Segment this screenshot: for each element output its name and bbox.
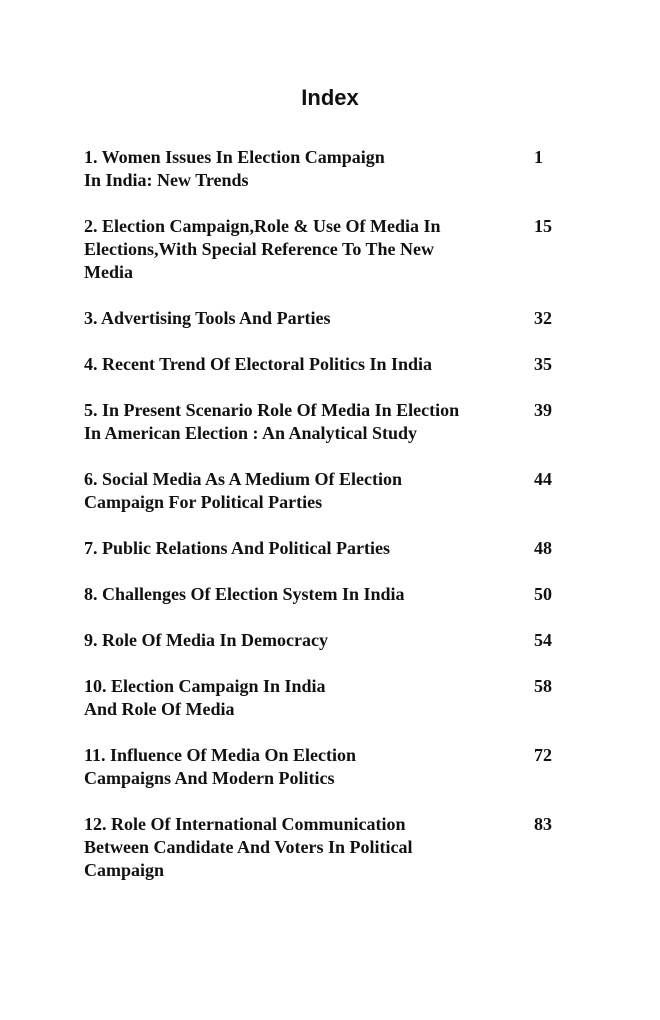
toc-entry-title-line: 4. Recent Trend Of Electoral Politics In India [84,354,432,374]
toc-entry-page-number: 35 [534,354,552,374]
page-title: Index [301,85,359,110]
toc-entry-title-line: 11. Influence Of Media On Election [84,745,356,765]
toc-entry-title-line: 3. Advertising Tools And Parties [84,308,331,328]
toc-entry [84,744,564,790]
toc-entry-title-line: 2. Election Campaign,Role & Use Of Media In [84,216,441,236]
toc-entry-title [84,675,524,721]
toc-entry-title [84,537,524,560]
toc-entry-title-line: 9. Role Of Media In Democracy [84,630,328,650]
toc-entry-page-number: 54 [534,630,552,650]
toc-entry [84,353,564,376]
toc-entry-page-number: 72 [534,745,552,765]
toc-entry [84,468,564,514]
toc-entry-page-number: 1 [534,147,543,167]
toc-entry-title-line: 10. Election Campaign In India [84,676,326,696]
toc-entry-title-line: Between Candidate And Voters In Political [84,837,413,857]
toc-entry [84,146,564,192]
toc-entry-title-line: 7. Public Relations And Political Parties [84,538,390,558]
toc-entry [84,399,564,445]
toc-entry-page-number: 50 [534,584,552,604]
toc-entry-page-number: 58 [534,676,552,696]
toc-entry-page-number: 15 [534,216,552,236]
toc-entry-title-line: 8. Challenges Of Election System In India [84,584,405,604]
toc-entry-title [84,307,524,330]
toc-entry-title [84,215,524,284]
toc-entry-title [84,146,524,192]
toc-entry-page-number: 39 [534,400,552,420]
toc-entry-page-number: 32 [534,308,552,328]
toc-entry-title-line: And Role Of Media [84,699,235,719]
toc-entry-title-line: Media [84,262,133,282]
toc-entry-title [84,468,524,514]
toc-entry-title-line: In India: New Trends [84,170,249,190]
toc-entry [84,307,564,330]
toc-entry-title [84,583,524,606]
toc-entry-page-number: 83 [534,814,552,834]
toc-entry-title-line: In American Election : An Analytical Study [84,423,418,443]
toc-entry [84,537,564,560]
toc-entry-title [84,813,524,882]
toc-entry-title [84,399,524,445]
toc-entry [84,215,564,284]
toc-entry-title-line: Elections,With Special Reference To The New [84,239,434,259]
toc-entry-title-line: Campaign For Political Parties [84,492,323,512]
toc-entry-title-line: 6. Social Media As A Medium Of Election [84,469,402,489]
toc-entry [84,583,564,606]
toc-entry-title-line: Campaigns And Modern Politics [84,768,335,788]
toc-entry-title-line: 5. In Present Scenario Role Of Media In Election [84,400,460,420]
toc-entry-page-number: 48 [534,538,552,558]
toc-entry-title [84,353,524,376]
toc-entry-title [84,629,524,652]
toc-entry-page-number: 44 [534,469,552,489]
toc-entry-title-line: 1. Women Issues In Election Campaign [84,147,385,167]
toc-entry-title [84,744,524,790]
toc-entry [84,629,564,652]
toc-entry-title-line: 12. Role Of International Communication [84,814,406,834]
table-of-contents [84,146,564,905]
toc-entry [84,675,564,721]
toc-entry [84,813,564,882]
toc-entry-title-line: Campaign [84,860,165,880]
